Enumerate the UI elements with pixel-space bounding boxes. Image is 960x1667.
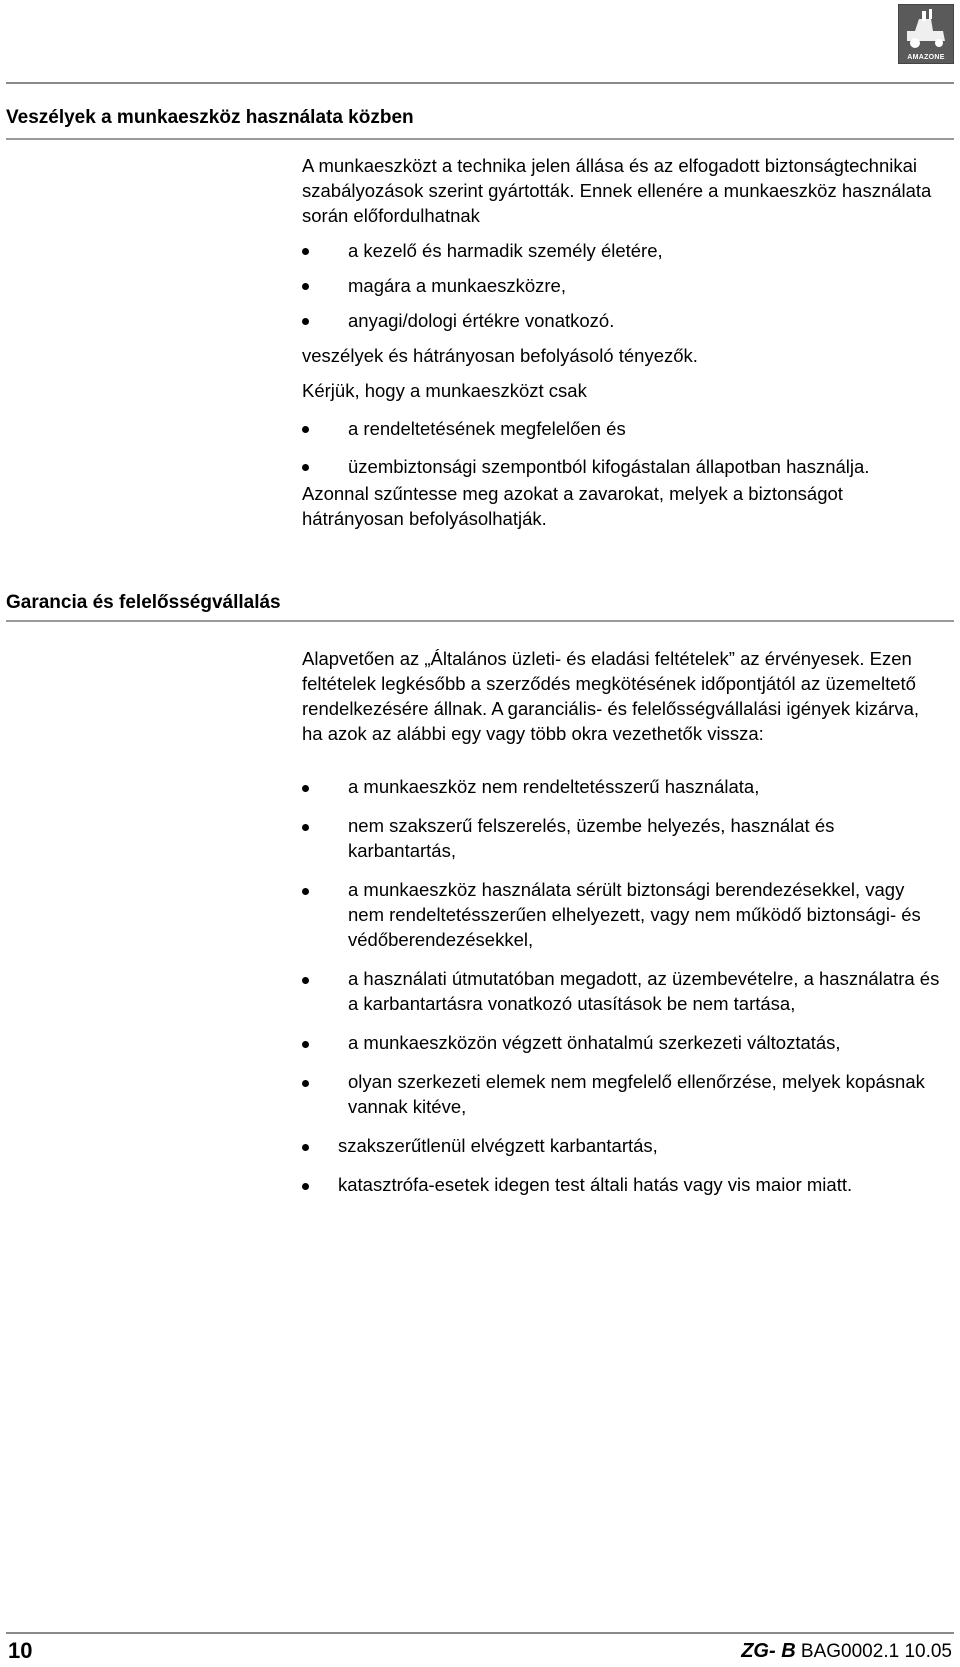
bullet-icon (302, 283, 309, 290)
list-item: szakszerűtlenül elvégzett karbantartás, (302, 1133, 942, 1158)
section-heading-hazards: Veszélyek a munkaeszköz használata közben (6, 107, 414, 128)
paragraph: Azonnal szűntesse meg azokat a zavarokat, melyek a biztonságot hátrányosan befolyásolhatják. (302, 483, 843, 529)
bullet-list (302, 416, 942, 481)
list-item: a rendeltetésének megfelelően és (302, 416, 942, 454)
bullet-icon (302, 977, 309, 984)
bullet-icon (302, 1144, 309, 1151)
tractor-icon (899, 5, 953, 51)
paragraph: A munkaeszközt a technika jelen állása és az elfogadott biztonságtechnikai szabályozások szerint gyártották. Ennek ellenére a munkaeszköz használata során előfordulhatnak (302, 155, 932, 226)
bullet-icon (302, 1183, 309, 1190)
document-reference (741, 1640, 952, 1663)
bullet-icon (302, 318, 309, 325)
list-item: a használati útmutatóban megadott, az üzembevételre, a használatra és a karbantartásra vonatkozó utasítások be nem tartása, (302, 966, 942, 1016)
bullet-icon (302, 785, 309, 792)
bullet-icon (302, 248, 309, 255)
list-item: a munkaeszközön végzett önhatalmú szerkezeti változtatás, (302, 1030, 942, 1055)
bullet-icon (302, 1041, 309, 1048)
top-divider (6, 82, 954, 84)
list-item: a munkaeszköz használata sérült biztonsági berendezésekkel, vagy nem rendeltetésszerűen elhelyezett, vagy nem működő biztonsági- és védőberendezésekkel, (302, 877, 942, 952)
bullet-icon (302, 426, 309, 433)
logo-text: AMAZONE (907, 54, 945, 61)
list-item: üzembiztonsági szempontból kifogástalan állapotban használja. (302, 454, 942, 481)
warranty-body (302, 646, 942, 1197)
section-divider (6, 138, 954, 140)
list-item: a munkaeszköz nem rendeltetésszerű használata, (302, 774, 942, 799)
bullet-icon (302, 1080, 309, 1087)
paragraph: veszélyek és hátrányosan befolyásoló tényezők. (302, 345, 698, 366)
paragraph: Kérjük, hogy a munkaeszközt csak (302, 380, 587, 401)
footer-divider (6, 1632, 954, 1634)
amazone-logo (898, 4, 954, 64)
list-item: nem szakszerű felszerelés, üzembe helyezés, használat és karbantartás, (302, 813, 942, 863)
section-divider (6, 620, 954, 622)
list-item: magára a munkaeszközre, (302, 273, 942, 308)
bullet-list (302, 774, 942, 1197)
section-heading-warranty: Garancia és felelősségvállalás (6, 592, 281, 613)
list-item: katasztrófa-esetek idegen test általi hatás vagy vis maior miatt. (302, 1172, 942, 1197)
list-item: olyan szerkezeti elemek nem megfelelő ellenőrzése, melyek kopásnak vannak kitéve, (302, 1069, 942, 1119)
list-item: anyagi/dologi értékre vonatkozó. (302, 308, 942, 343)
bullet-list (302, 238, 942, 343)
page-number: 10 (8, 1638, 33, 1663)
hazards-body (302, 153, 942, 531)
document-code: BAG0002.1 10.05 (800, 1641, 952, 1662)
bullet-icon (302, 464, 309, 471)
list-item: a kezelő és harmadik személy életére, (302, 238, 942, 273)
bullet-icon (302, 824, 309, 831)
paragraph: Alapvetően az „Általános üzleti- és eladási feltételek” az érvényesek. Ezen feltételek legkésőbb a szerződés megkötésének időpontjától az üzemeltető rendelkezésére állnak. A garanciális- és felelősségvállalási igények kizárva, ha azok az alábbi egy vagy több okra vezethetők vissza: (302, 648, 919, 744)
document-code-bold: ZG- B (741, 1640, 796, 1662)
bullet-icon (302, 888, 309, 895)
